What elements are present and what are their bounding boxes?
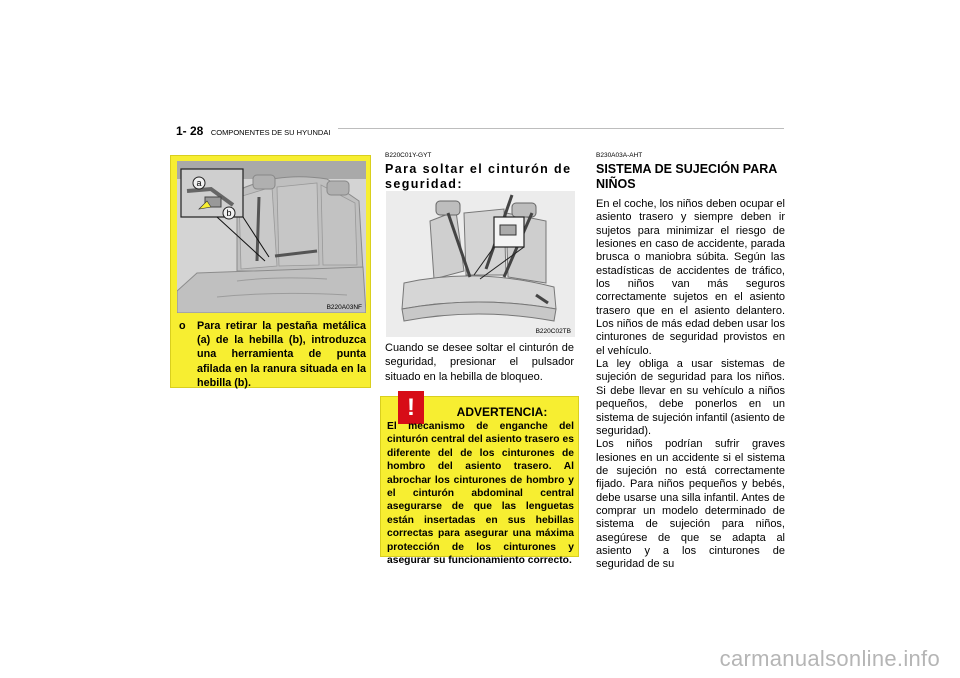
rear-seat-photo	[177, 161, 366, 313]
page-header	[176, 122, 330, 140]
figure-code: B220C02TB	[535, 328, 571, 335]
section-code: B230A03A-AHT	[596, 152, 643, 159]
paragraph-3: Los niños podrían sufrir graves lesiones en un accidente si el sistema de sujeción no está correctamente fijado. Para niños pequeños y bebés, debe usarse una silla infantil. Antes de comprar un modelo determinado de sistema de sujeción para niños, asegúrese de que se adapta al asiento y a los cinturones de seguridad de su	[596, 438, 785, 571]
buckle-instruction-panel	[170, 155, 371, 388]
header-rule	[338, 128, 784, 129]
paragraph-2: La ley obliga a usar sistemas de sujeción de seguridad para los niños. Si debe llevar en su vehículo a niños pequeños, debe ponerlos en un sistema de sujeción infantil (asiento de seguridad).	[596, 358, 785, 437]
figure-code: B220A03NF	[326, 304, 362, 311]
section-heading: SISTEMA DE SUJECIÓN PARA NIÑOS	[596, 162, 777, 191]
instruction-list	[179, 319, 366, 390]
rear-seat-illustration	[177, 161, 366, 313]
release-paragraph: Cuando se desee soltar el cinturón de seguridad, presionar el pulsador situado en la hebilla de bloqueo.	[385, 342, 574, 383]
warning-box	[380, 394, 579, 567]
bullet-text: Para retirar la pestaña metálica (a) de la hebilla (b), introduzca una herramienta de punta afilada en la ranura situada en la hebilla (b).	[197, 320, 366, 389]
watermark: carmanualsonline.info	[719, 646, 940, 671]
page-number: 1- 28	[176, 124, 204, 138]
warning-icon: !	[398, 391, 424, 424]
figure-label-b: b	[226, 208, 232, 218]
rear-bench-illustration	[386, 191, 575, 337]
child-restraint-section	[596, 152, 785, 572]
paragraph-1: En el coche, los niños deben ocupar el asiento trasero y siempre deben ir sujetos para minimizar el riesgo de lesiones en caso de accidente, parada brusca o maniobra súbita. Según las estadísticas de accidentes de tráfico, los niños van más seguros correctamente sujetos en el asiento trasero que en el asiento delantero. Los niños de más edad deben usar los cinturones de seguridad provistos en el vehículo.	[596, 198, 785, 357]
section-title: COMPONENTES DE SU HYUNDAI	[210, 128, 331, 137]
buckle-release-figure	[386, 191, 575, 337]
list-item	[179, 319, 366, 390]
section-code: B220C01Y-GYT	[385, 152, 432, 159]
section-heading: Para soltar el cinturón de seguridad:	[385, 162, 572, 191]
bullet-marker: o	[179, 320, 186, 332]
warning-text: El mecanismo de enganche del cinturón central del asiento trasero es diferente del de los cinturones de hombro del asiento trasero. Al abrochar los cinturones de hombro y el cinturón abdominal central asegurarse de que las lenguetas están insertadas en sus hebillas correctas para asegurar una máxima protección de los cinturones y asegurar su funcionamiento correcto.	[387, 421, 574, 567]
release-belt-section	[385, 152, 575, 192]
figure-label-a: a	[196, 178, 202, 188]
child-restraint-paragraph	[596, 198, 785, 572]
warning-title: ADVERTENCIA:	[456, 405, 548, 419]
